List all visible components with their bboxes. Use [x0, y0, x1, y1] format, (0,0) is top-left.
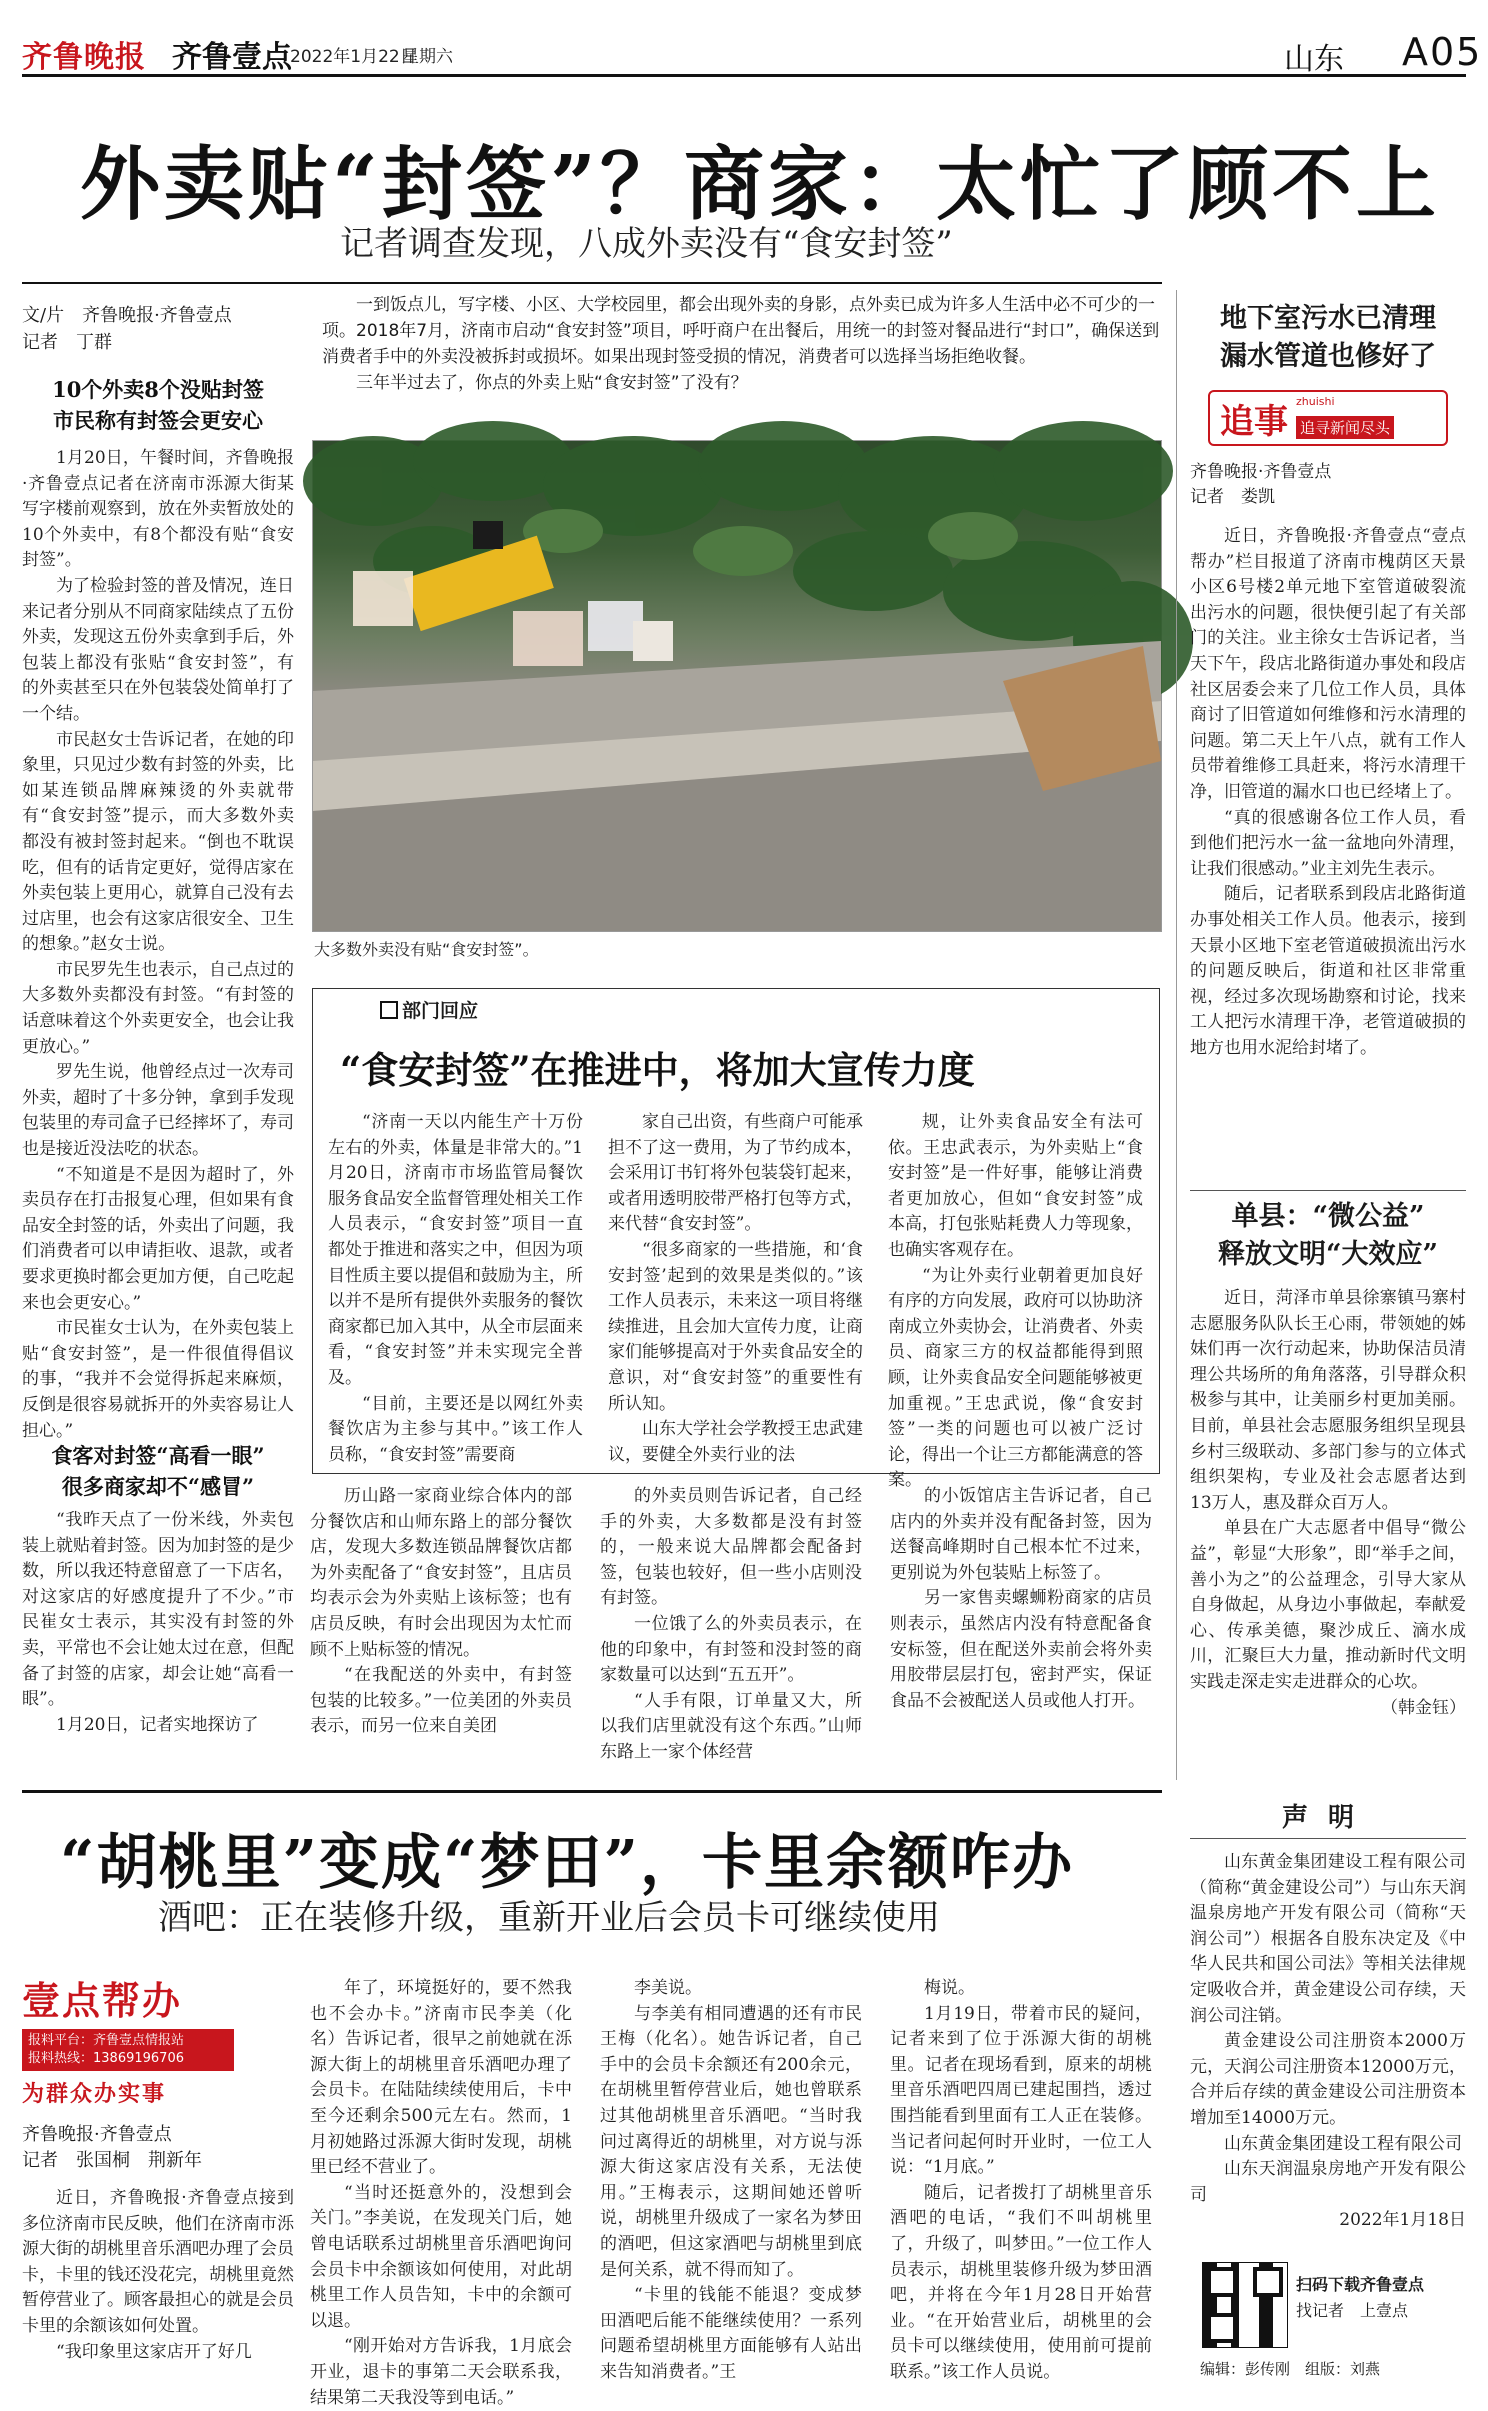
dept-column-3 [888, 1110, 1143, 1491]
declaration-title: 声明 [1281, 1803, 1374, 1833]
story1-col1-p: “不知道是不是因为超时了，外卖员存在打击报复心理，但如果有食品安全封签的话，外卖出了问题，我们消费者可以申请拒收、退款，或者要求更换时都会更加方便，自己吃起来也会更安心。” [22, 1164, 294, 1313]
story2-column-3 [600, 1976, 862, 2386]
story1-intro-p1: 一到饭点儿，写字楼、小区、大学校园里，都会出现外卖的身影，点外卖已成为许多人生活中必不可少的一项。2018年7月，济南市启动“食安封签”项目，呼吁商户在出餐后，用统一的封签对餐品进行“封口”，确保送到消费者手中的外卖没被拆封或损坏。如果出现封签受损的情况，消费者可以选择当场拒绝收餐。 [322, 295, 1160, 367]
download-qr-code[interactable] [1202, 2262, 1288, 2348]
masthead [22, 18, 1483, 77]
help-info-panel [22, 2029, 234, 2071]
story1-subheadline: 记者调查发现，八成外卖没有“食安封签” [340, 224, 953, 264]
story1-column-a [310, 1484, 572, 1780]
story1-colC-p: 的小饭馆店主告诉记者，自己店内的外卖并没有配备封签，因为送餐高峰期时自己根本忙不过来，更别说为外包装贴上标签了。 [890, 1486, 1152, 1583]
story2-column-4 [890, 1976, 1152, 2386]
declaration-date: 2022年1月18日 [1339, 2210, 1466, 2231]
dept-column-1 [328, 1110, 583, 1465]
declaration-body [1190, 1850, 1466, 2250]
help-platform: 报料平台：齐鲁壹点情报站 [28, 2033, 185, 2048]
dept-col3-p: “为让外卖行业朝着更加良好有序的方向发展，政府可以协助济南成立外卖协会，让消费者、外卖员、商家三方的权益都能得到照顾，让外卖食品安全问题能够被更加重视。”王忠武说，像“食安封签”一类的问题也可以被广泛讨论，得出一个让三方都能满意的答案。 [888, 1265, 1143, 1491]
right-story-1-headline: 地下室污水已清理 漏水管道也修好了 [1220, 303, 1436, 372]
zhuishi-stamp-pinyin: zhuishi [1296, 395, 1335, 408]
declaration-p: 山东黄金集团建设工程有限公司（简称“黄金建设公司”）与山东天润温泉房地产开发有限公司（简称“天润公司”）根据各自股东决定及《中华人民共和国公司法》等相关法律规定吸收合并，黄金建设公司存续，天润公司注销。 [1190, 1852, 1466, 2026]
right-story-1-byline-line2: 记者 娄凯 [1190, 487, 1275, 507]
zhuishi-stamp-tag: 追寻新闻尽头 [1296, 416, 1394, 439]
story1-column-left-b [22, 1508, 294, 1778]
story1-headline: 外卖贴“封签”？商家：太忙了顾不上 [80, 137, 1441, 231]
story1-intro-p2: 三年半过去了，你点的外卖上贴“食安封签”了没有？ [356, 373, 748, 393]
story1-column-b [600, 1484, 862, 1780]
story1-col1-p: 市民赵女士告诉记者，在她的印象里，只见过少数有封签的外卖，比如某连锁品牌麻辣烫的外卖就带有“食安封签”提示，而大多数外卖都没有被封签封起来。“倒也不耽误吃，但有的话肯定更好，觉得店家在外卖包装上更用心，就算自己没有去过店里，也会有这家店很安全、卫生的想象。”赵女士说。 [22, 729, 294, 955]
qr-finder [1207, 2313, 1237, 2343]
brand-qilu-yidian: 齐鲁壹点 [172, 40, 292, 75]
story1-col1-p: 为了检验封签的普及情况，连日来记者分别从不同商家陆续点了五份外卖，发现这五份外卖拿到手后，外包装上都没有张贴“食安封签”，有的外卖甚至只在外包装袋处简单打了一个结。 [22, 575, 294, 724]
story2-byline-line2: 记者 张国桐 荆新年 [22, 2150, 202, 2171]
zhuishi-stamp-big: 追事 [1220, 402, 1288, 442]
right-story-1-body [1190, 524, 1466, 1084]
qr-finder [1253, 2267, 1283, 2297]
story2-col4-p: 1月19日，带着市民的疑问，记者来到了位于泺源大街的胡桃里。记者在现场看到，原来的胡桃里音乐酒吧四周已建起围挡，透过围挡能看到里面有工人正在装修。当记者问起何时开业时，一位工人说：“1月底。” [890, 2003, 1152, 2178]
photo-caption: 大多数外卖没有贴“食安封签”。 [314, 940, 539, 959]
issue-weekday: 星期六 [402, 47, 453, 67]
story1-colA-p: 历山路一家商业综合体内的部分餐饮店和山师东路上的部分餐饮店，发现大多数连锁品牌餐饮店都为外卖配备了“食安封签”，且店员均表示会为外卖贴上该标签；也有店员反映，有时会出现因为太忙而顾不上贴标签的情况。 [310, 1486, 572, 1660]
story1-column-c [890, 1484, 1152, 1780]
page-number: A05 [1402, 30, 1483, 74]
qr-line-1: 扫码下载齐鲁壹点 [1296, 2275, 1425, 2294]
right2-p: 近日，菏泽市单县徐寨镇马寨村志愿服务队队长王心雨，带领她的姊妹们再一次行动起来，协助保洁员清理公共场所的角角落落，引导群众积极参与其中，让美丽乡村更加美丽。目前，单县社会志愿服务组织呈现县乡村三级联动、多部门参与的立体式组织架构，专业及社会志愿者达到13万人，惠及群众百万人。 [1190, 1288, 1466, 1513]
story2-top-rule [22, 1790, 1162, 1793]
dept-icon [380, 1001, 398, 1019]
right2-p: 单县在广大志愿者中倡导“微公益”，彰显“大形象”，即“举手之间，善小为之”的公益理念，引导大家从自身做起，从身边小事做起，奉献爱心、传承美德，聚沙成丘、滴水成川，汇聚巨大力量，推动新时代文明实践走深走实走进群众的心坎。 [1190, 1518, 1466, 1692]
story2-col4-p: 随后，记者拨打了胡桃里音乐酒吧的电话，“我们不叫胡桃里了，升级了，叫梦田。”一位工作人员表示，胡桃里装修升级为梦田酒吧，并将在今年1月28日开始营业。“在开始营业后，胡桃里的会员卡可以继续使用，使用前可提前联系。”该工作人员说。 [890, 2182, 1152, 2382]
help-phone: 报料热线：13869196706 [28, 2051, 184, 2066]
story2-col1-p: “我印象里这家店开了好几 [56, 2341, 252, 2362]
story1-colC-p: 另一家售卖螺蛳粉商家的店员则表示，虽然店内没有特意配备食安标签，但在配送外卖前会将外卖用胶带层层打包，密封严实，保证食品不会被配送人员或他人打开。 [890, 1588, 1152, 1711]
takeout-photo-illustration [313, 441, 1161, 931]
story1-col1-p: 市民罗先生也表示，自己点过的大多数外卖都没有封签。“有封签的话意味着这个外卖更安全，也会让我更放心。” [22, 959, 294, 1057]
story2-column-2 [310, 1976, 572, 2408]
issue-date: 2022年1月22日 [290, 47, 417, 67]
right-column-divider [1176, 290, 1177, 1780]
dept-col2-p: 家自己出资，有些商户可能承担不了这一费用，为了节约成本，会采用订书钉将外包装袋钉起来，或者用透明胶带严格打包等方式，来代替“食安封签”。 [608, 1112, 863, 1235]
story2-col2-p: 年了，环境挺好的，要不然我也不会办卡。”济南市民李美（化名）告诉记者，很早之前她就在泺源大街上的胡桃里音乐酒吧办理了会员卡。在陆陆续续使用后，卡中至今还剩余500元左右。然而，1月初她路过泺源大街时发现，胡桃里已经不营业了。 [310, 1978, 572, 2178]
story2-col3-p: 李美说。 [634, 1978, 702, 1998]
story1-rule [22, 282, 1162, 284]
right1-p: 近日，齐鲁晚报·齐鲁壹点“壹点帮办”栏目报道了济南市槐荫区天景小区6号楼2单元地下室管道破裂流出污水的问题，很快便引起了有关部门的关注。业主徐女士告诉记者，当天下午，段店北路街道办事处和段店社区居委会来了几位工作人员，具体商讨了旧管道如何维修和污水清理的问题。第二天上午八点，就有工作人员带着维修工具赶来，将污水清理干净，旧管道的漏水口也已经堵上了。 [1190, 526, 1466, 802]
right-story-2 [1190, 1198, 1466, 1756]
qr-text [1296, 2272, 1424, 2324]
takeout-photo [312, 440, 1162, 932]
declaration-sign-1: 山东黄金集团建设工程有限公司 [1224, 2133, 1462, 2154]
right-story-2-sign: （韩金钰） [1381, 1697, 1466, 1718]
story2-byline [22, 2122, 202, 2174]
story2-col3-p: “卡里的钱能不能退？变成梦田酒吧后能不能继续使用？一系列问题希望胡桃里方面能够有人站出来告知消费者。”王 [600, 2285, 862, 2382]
story1-subhead-1: 10个外卖8个没贴封签 市民称有封签会更安心 [52, 377, 264, 433]
story1-col1b-p: “我昨天点了一份米线，外卖包装上就贴着封签。因为加封签的是少数，所以我还特意留意了一下店名，对这家店的好感度提升了不少。”市民崔女士表示，其实没有封签的外卖，平常也不会让她太过在意，但配备了封签的店家，却会让她“高看一眼”。 [22, 1510, 294, 1710]
story2-col3-p: 与李美有相同遭遇的还有市民王梅（化名）。她告诉记者，自己手中的会员卡余额还有200余元，在胡桃里暂停营业后，她也曾联系过其他胡桃里音乐酒吧。“当时我问过离得近的胡桃里，对方说与泺源大街这家店没有关系，无法使用。”王梅表示，这期间她还曾听说，胡桃里升级成了一家名为梦田的酒吧，但这家酒吧与胡桃里到底是何关系，就不得而知了。 [600, 2003, 862, 2280]
story1-col1-p: 罗先生说，他曾经点过一次寿司外卖，超时了十多分钟，拿到手发现包装里的寿司盒子已经摔坏了，寿司也是接近没法吃的状态。 [22, 1062, 294, 1160]
story1-colA-p: “在我配送的外卖中，有封签包装的比较多。”一位美团的外卖员表示，而另一位来自美团 [310, 1665, 572, 1737]
story2-col2-p: “刚开始对方告诉我，1月底会开业，退卡的事第二天会联系我，结果第二天我没等到电话。” [310, 2336, 572, 2408]
story2-column-1 [22, 2186, 294, 2386]
story1-col1b-p: 1月20日，记者实地探访了 [56, 1714, 259, 1735]
editor-credit: 编辑：彭传刚 组版：刘燕 [1200, 2360, 1381, 2378]
story1-colB-p: 一位饿了么的外卖员表示，在他的印象中，有封签和没封签的商家数量可以达到“五五开”。 [600, 1613, 862, 1686]
story2-byline-line1: 齐鲁晚报·齐鲁壹点 [22, 2124, 172, 2145]
dept-label-text: 部门回应 [402, 1000, 479, 1022]
help-slogan: 为群众办实事 [22, 2081, 167, 2107]
story2-col4-p: 梅说。 [924, 1978, 975, 1998]
story2-col2-p: “当时还挺意外的，没想到会关门。”李美说，在发现关门后，她曾电话联系过胡桃里音乐酒吧询问会员卡中余额该如何使用，对此胡桃里工作人员告知，卡中的余额可以退。 [310, 2182, 572, 2331]
declaration-p: 黄金建设公司注册资本2000万元，天润公司注册资本12000万元，合并后存续的黄金建设公司注册资本增加至14000万元。 [1190, 2031, 1466, 2128]
right-story-2-headline: 单县：“微公益” 释放文明“大效应” [1217, 1201, 1439, 1270]
dept-column-2 [608, 1110, 863, 1465]
qr-finder [1207, 2267, 1237, 2297]
story1-intro [322, 292, 1162, 396]
story1-col1-p: 市民崔女士认为，在外卖包装上贴“食安封签”，是一件很值得倡议的事，“我并不会觉得拆起来麻烦，反倒是很容易就拆开的外卖容易让人担心。” [22, 1318, 294, 1441]
dept-col3-p: 规，让外卖食品安全有法可依。王忠武表示，为外卖贴上“食安封签”是一件好事，能够让消费者更加放心，但如“食安封签”成本高，打包张贴耗费人力等现象，也确实客观存在。 [888, 1112, 1143, 1260]
department-response-headline: “食安封签”在推进中，将加大宣传力度 [340, 1048, 975, 1092]
department-response-label [380, 996, 478, 1023]
story2-col1-p: 近日，齐鲁晚报·齐鲁壹点接到多位济南市民反映，他们在济南市泺源大街的胡桃里音乐酒吧办理了会员卡，卡里的钱还没花完，胡桃里竟然暂停营业了。顾客最担心的就是会员卡里的余额该如何处置。 [22, 2188, 294, 2336]
story1-byline-line2: 记者 丁群 [22, 332, 112, 353]
right-story-1-byline [1190, 460, 1466, 510]
right1-p: “真的很感谢各位工作人员，看到他们把污水一盆一盆地向外清理，让我们很感动。”业主刘先生表示。 [1190, 807, 1466, 879]
right-story-1 [1190, 300, 1466, 1084]
right-story-2-body [1190, 1286, 1466, 1756]
dept-col1-p: “济南一天以内能生产十万份左右的外卖，体量是非常大的。”1月20日，济南市市场监管局餐饮服务食品安全监督管理处相关工作人员表示，“食安封签”项目一直都处于推进和落实之中，但因为项目性质主要以提倡和鼓励为主，所以并不是所有提供外卖服务的餐饮商家都已加入其中，从全市层面来看，“食安封签”并未实现完全普及。 [328, 1112, 583, 1388]
story1-column-left [22, 446, 294, 1441]
story1-byline-line1: 文/片 齐鲁晚报·齐鲁壹点 [22, 305, 232, 326]
brand-qilu-evening-news: 齐鲁晚报 [22, 40, 146, 75]
qr-line-2: 找记者 上壹点 [1296, 2301, 1409, 2320]
right-story-1-byline-line1: 齐鲁晚报·齐鲁壹点 [1190, 462, 1332, 482]
zhuishi-column-stamp [1208, 390, 1448, 446]
story1-colB-p: “人手有限，订单量又大，所以我们店里就没有这个东西。”山师东路上一家个体经营 [600, 1690, 862, 1762]
story2-subheadline: 酒吧：正在装修升级，重新开业后会员卡可继续使用 [158, 1898, 940, 1938]
right1-p: 随后，记者联系到段店北路街道办事处相关工作人员。他表示，接到天景小区地下室老管道破损流出污水的问题反映后，街道和社区非常重视，经过多次现场勘察和讨论，找来工人把污水清理干净，老管道破损的地方也用水泥给封堵了。 [1190, 884, 1466, 1058]
section-region: 山东 [1284, 42, 1344, 77]
right-story-rule [1190, 1190, 1466, 1191]
dept-col1-p: “目前，主要还是以网红外卖餐饮店为主参与其中。”该工作人员称，“食安封签”需要商 [328, 1393, 583, 1465]
dept-col2-p: “很多商家的一些措施，和‘食安封签’起到的效果是类似的。”该工作人员表示，未来这一项目将继续推进，且会加大宣传力度，让商家们能够提高对于外卖食品安全的意识，对“食安封签”的重要性有所认知。 [608, 1239, 863, 1414]
declaration-rule [1190, 1838, 1466, 1839]
yidian-bangban-box [22, 1970, 294, 2112]
declaration-sign-2: 山东天润温泉房地产开发有限公司 [1190, 2159, 1466, 2205]
story1-byline [22, 302, 232, 356]
story1-colB-p: 的外卖员则告诉记者，自己经手的外卖，大多数都是没有封签的，一般来说大品牌都会配备封签，包装也较好，但一些小店则没有封签。 [600, 1486, 862, 1609]
story1-subhead-2: 食客对封签“高看一眼” 很多商家却不“感冒” [51, 1443, 265, 1499]
help-brand: 壹点帮办 [22, 1978, 183, 2023]
story1-col1-p: 1月20日，午餐时间，齐鲁晚报·齐鲁壹点记者在济南市泺源大街某写字楼前观察到，放在外卖暂放处的10个外卖中，有8个都没有贴“食安封签”。 [22, 448, 294, 571]
story2-headline: “胡桃里”变成“梦田”，卡里余额咋办 [60, 1828, 1075, 1898]
dept-col2-p: 山东大学社会学教授王忠武建议，要健全外卖行业的法 [608, 1419, 863, 1465]
